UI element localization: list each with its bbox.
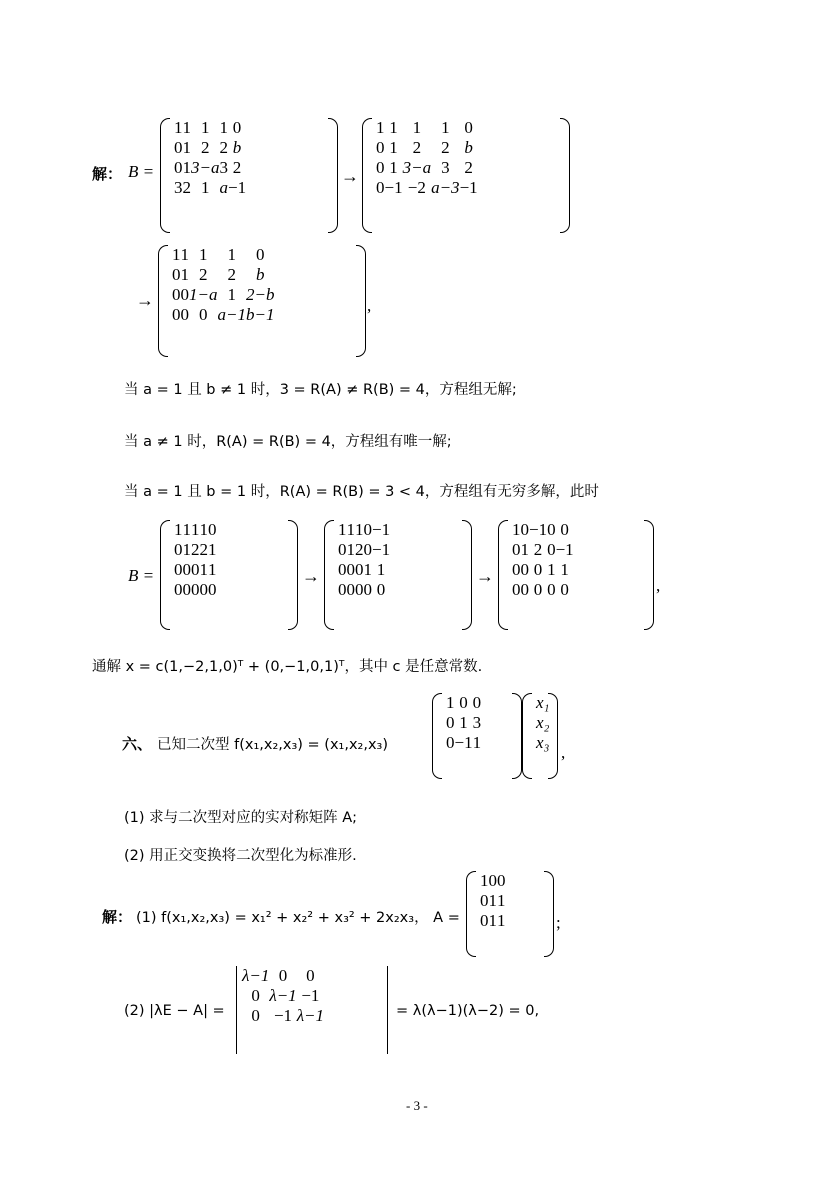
solution-label: 解： — [92, 165, 123, 183]
matrix-cell: 3 — [441, 158, 450, 177]
matrix-row — [512, 520, 574, 540]
matrix-cell: 1 — [363, 560, 372, 579]
problem-six-label: 六、 — [122, 735, 153, 753]
matrix-cell: 2 — [232, 158, 242, 177]
matrix-cell: 0 — [208, 520, 217, 539]
matrix-row — [512, 540, 574, 560]
matrix-cell: 0 — [480, 891, 489, 910]
vector-x — [522, 693, 558, 779]
matrix-row — [446, 693, 481, 713]
matrix-cell: 0 — [346, 560, 355, 579]
matrix-row — [174, 158, 246, 178]
matrix-cell: 0 — [533, 560, 543, 579]
matrix-cell: 0 — [512, 580, 521, 599]
characteristic-polynomial: = λ(λ−1)(λ−2) = 0, — [396, 1003, 540, 1019]
matrix-cell: λ−1 — [242, 966, 270, 985]
matrix-cell: −1 — [454, 733, 473, 752]
solution-part-2: (2) |λE − A| = — [124, 1003, 225, 1019]
matrix-cell: 0 — [174, 560, 183, 579]
matrix-cell: 2 — [533, 540, 543, 559]
matrix-cell: 0 — [376, 158, 385, 177]
semicolon: ; — [556, 913, 561, 932]
matrix-b-equals-2: B = — [128, 566, 155, 585]
matrix-cell: 1 — [180, 245, 189, 264]
matrix-cell: 0 — [172, 285, 181, 304]
matrix-cell: 0 — [338, 580, 347, 599]
matrix-row — [174, 540, 217, 560]
matrix-cell: 0 — [464, 118, 473, 137]
matrix-cell: x₁ — [536, 693, 550, 712]
matrix-cell: 1 — [512, 520, 521, 539]
matrix-cell: 3 — [174, 178, 183, 197]
matrix-cell: −1 — [529, 520, 548, 539]
matrix-cell: 1−a — [189, 285, 218, 304]
matrix-cell: 1 — [200, 178, 210, 197]
matrix-cell: 0 — [560, 580, 569, 599]
matrix-cell: 3 — [472, 713, 482, 732]
matrix-row — [172, 245, 274, 265]
matrix-cell: −1 — [372, 520, 391, 539]
matrix-cell: 0 — [560, 520, 569, 539]
matrix-cell: −1 — [555, 540, 574, 559]
matrix-cell: 0 — [355, 580, 364, 599]
matrix-cell: −1 — [273, 1006, 293, 1025]
matrix-row — [536, 693, 549, 713]
matrix-cell: 0 — [363, 580, 372, 599]
case-no-solution: 当 a = 1 且 b ≠ 1 时，3 = R(A) ≠ R(B) = 4，方程组无解; — [124, 382, 517, 398]
matrix-cell: 2 — [182, 178, 191, 197]
matrix-cell: 1 — [389, 138, 398, 157]
matrix-b2 — [362, 118, 570, 233]
matrix-cell: 0 — [338, 540, 347, 559]
matrix-cell: b — [464, 138, 473, 157]
matrix-cell: 2 — [355, 540, 364, 559]
matrix-cell: 0 — [182, 580, 191, 599]
matrix-cell: −1 — [384, 178, 403, 197]
matrix-row — [536, 733, 549, 753]
matrix-cell: 1 — [208, 540, 217, 559]
matrix-cell: 1 — [174, 520, 183, 539]
matrix-cell: 1 — [208, 560, 217, 579]
matrix-cell: 0 — [459, 693, 468, 712]
matrix-cell: 0 — [547, 520, 556, 539]
matrix-row — [480, 871, 506, 891]
matrix-cell: 0 — [472, 693, 482, 712]
matrix-cell: 0 — [174, 138, 183, 157]
matrix-cell: 2 — [199, 540, 208, 559]
matrix-cell: −1 — [227, 178, 247, 197]
matrix-row — [376, 138, 478, 158]
matrix-cell: 0 — [446, 713, 455, 732]
arrow-3: → — [302, 566, 320, 586]
matrix-cell: 1 — [459, 713, 468, 732]
matrix-cell: 2 — [198, 265, 208, 284]
matrix-cell: 0 — [251, 986, 260, 1005]
comma-2: , — [656, 576, 661, 595]
matrix-cell: 1 — [376, 560, 386, 579]
matrix-row — [172, 305, 274, 325]
matrix-c3 — [498, 520, 654, 630]
matrix-cell: 1 — [560, 560, 569, 579]
matrix-cell: 1 — [441, 118, 450, 137]
matrix-cell: 0 — [172, 305, 181, 324]
matrix-row — [242, 986, 324, 1006]
problem-six-text: 已知二次型 f(x₁,x₂,x₃) = (x₁,x₂,x₃) — [157, 737, 389, 753]
matrix-row — [376, 158, 478, 178]
matrix-cell: 1 — [346, 520, 355, 539]
matrix-cell: 2 — [219, 138, 228, 157]
matrix-cell: 0 — [497, 871, 506, 890]
matrix-cell: 1 — [520, 540, 529, 559]
page-number: - 3 - — [406, 1098, 428, 1113]
matrix-cell: 0 — [208, 580, 217, 599]
matrix-row — [174, 118, 246, 138]
matrix-cell: 1 — [198, 245, 208, 264]
matrix-cell: λ−1 — [296, 1006, 325, 1025]
matrix-cell: −1 — [301, 986, 320, 1005]
matrix-cell: 0 — [255, 245, 265, 264]
matrix-cell: 2 — [464, 158, 473, 177]
matrix-cell: 1 — [355, 520, 364, 539]
matrix-cell: 0 — [198, 305, 208, 324]
matrix-row — [480, 911, 506, 931]
matrix-cell: 1 — [389, 158, 398, 177]
matrix-cell: 3−a — [402, 158, 432, 177]
matrix-cell: 1 — [338, 520, 347, 539]
matrix-cell: 1 — [227, 245, 236, 264]
part-2-question: (2) 用正交变换将二次型化为标准形. — [124, 848, 357, 864]
matrix-cell: 0 — [232, 118, 242, 137]
matrix-cell: 0 — [363, 520, 372, 539]
matrix-cell: 1 — [182, 118, 191, 137]
matrix-row — [338, 520, 390, 540]
case-unique-solution: 当 a ≠ 1 时，R(A) = R(B) = 4，方程组有唯一解; — [124, 434, 452, 450]
matrix-b1 — [160, 118, 338, 233]
matrix-cell: a−1 — [217, 305, 246, 324]
matrix-cell: 0 — [346, 580, 355, 599]
matrix-cell: 0 — [480, 911, 489, 930]
matrix-cell: a — [219, 178, 228, 197]
matrix-cell: 2 — [227, 265, 236, 284]
general-solution: 通解 x = c(1,−2,1,0)ᵀ + (0,−1,0,1)ᵀ，其中 c 是任意常数. — [92, 659, 483, 675]
matrix-cell: 3 — [219, 158, 228, 177]
matrix-row — [536, 713, 549, 733]
matrix-c1 — [160, 520, 298, 630]
matrix-cell: 1 — [497, 891, 506, 910]
matrix-cell: b — [255, 265, 265, 284]
matrix-cell: 2 — [412, 138, 422, 157]
matrix-cell: 1 — [174, 118, 183, 137]
matrix-cell: 0 — [191, 560, 200, 579]
matrix-cell: 2 — [200, 138, 210, 157]
matrix-cell: 2 — [441, 138, 450, 157]
matrix-cell: 1 — [488, 911, 497, 930]
matrix-cell: x₂ — [536, 713, 550, 732]
matrix-quadratic — [432, 693, 522, 779]
matrix-cell: 3−a — [191, 158, 220, 177]
case-infinite-solutions: 当 a = 1 且 b = 1 时，R(A) = R(B) = 3 < 4，方程组有无穷多解，此时 — [124, 484, 599, 500]
matrix-row — [512, 560, 574, 580]
matrix-cell: 0 — [174, 580, 183, 599]
matrix-cell: 0 — [182, 560, 191, 579]
matrix-cell: 1 — [497, 911, 506, 930]
matrix-cell: 0 — [172, 265, 181, 284]
matrix-c2 — [324, 520, 472, 630]
matrix-b3 — [158, 245, 366, 357]
matrix-cell: 0 — [520, 580, 529, 599]
matrix-b-equals: B = — [128, 162, 155, 181]
matrix-cell: 1 — [412, 118, 422, 137]
matrix-cell: 0 — [488, 871, 497, 890]
matrix-cell: 1 — [182, 520, 191, 539]
matrix-cell: 1 — [346, 540, 355, 559]
matrix-cell: −1 — [372, 540, 391, 559]
matrix-cell: −2 — [407, 178, 426, 197]
matrix-cell: 1 — [191, 520, 200, 539]
matrix-cell: 1 — [199, 520, 208, 539]
matrix-cell: 0 — [376, 138, 385, 157]
matrix-cell: 1 — [172, 245, 181, 264]
matrix-cell: 1 — [376, 118, 385, 137]
solution-part-1: (1) f(x₁,x₂,x₃) = x₁² + x₂² + x₃² + 2x₂x₃， A = — [136, 910, 460, 926]
matrix-cell: 0 — [376, 580, 386, 599]
matrix-cell: 0 — [191, 580, 200, 599]
matrix-cell: 1 — [472, 733, 482, 752]
arrow-2: → — [136, 290, 154, 310]
matrix-cell: a−3 — [431, 178, 460, 197]
matrix-cell: 2−b — [245, 285, 275, 304]
matrix-row — [174, 138, 246, 158]
matrix-cell: 0 — [512, 540, 521, 559]
matrix-cell: 1 — [199, 560, 208, 579]
matrix-row — [174, 520, 217, 540]
matrix-cell: λ−1 — [269, 986, 297, 1005]
comma-1: , — [367, 296, 372, 315]
arrow-1: → — [341, 166, 359, 186]
matrix-cell: x₃ — [536, 733, 550, 752]
matrix-cell: 1 — [182, 138, 191, 157]
matrix-row — [172, 265, 274, 285]
matrix-row — [172, 285, 274, 305]
matrix-cell: 1 — [180, 265, 189, 284]
matrix-cell: 0 — [376, 178, 385, 197]
matrix-cell: 1 — [480, 871, 489, 890]
solution-label-2: 解： — [102, 908, 133, 926]
matrix-cell: 2 — [191, 540, 200, 559]
matrix-cell: 1 — [182, 540, 191, 559]
matrix-cell: 1 — [182, 158, 191, 177]
comma-3: , — [561, 743, 566, 762]
matrix-cell: 1 — [219, 118, 228, 137]
matrix-row — [512, 580, 574, 600]
matrix-row — [446, 733, 481, 753]
matrix-cell: 1 — [446, 693, 455, 712]
matrix-cell: 0 — [306, 966, 315, 985]
matrix-cell: 0 — [547, 540, 556, 559]
matrix-cell: 0 — [180, 305, 189, 324]
matrix-cell: −1 — [459, 178, 478, 197]
matrix-cell: 0 — [174, 540, 183, 559]
matrix-row — [376, 178, 478, 198]
matrix-row — [480, 891, 506, 911]
matrix-cell: 0 — [199, 580, 208, 599]
matrix-cell: 0 — [512, 560, 521, 579]
matrix-cell: 0 — [180, 285, 189, 304]
arrow-4: → — [476, 566, 494, 586]
matrix-cell: 1 — [488, 891, 497, 910]
matrix-cell: 1 — [389, 118, 398, 137]
matrix-cell: b−1 — [245, 305, 275, 324]
matrix-cell: 0 — [446, 733, 455, 752]
matrix-cell: 1 — [227, 285, 236, 304]
matrix-cell: 1 — [547, 560, 556, 579]
matrix-cell: 0 — [520, 520, 529, 539]
matrix-cell: 0 — [363, 540, 372, 559]
matrix-row — [174, 580, 217, 600]
matrix-row — [376, 118, 478, 138]
matrix-row — [174, 178, 246, 198]
matrix-cell: 0 — [338, 560, 347, 579]
matrix-row — [174, 560, 217, 580]
matrix-a — [466, 871, 554, 957]
matrix-row — [242, 1006, 324, 1026]
matrix-cell: 0 — [533, 580, 543, 599]
matrix-row — [242, 966, 324, 986]
matrix-cell: b — [232, 138, 242, 157]
matrix-cell: 1 — [200, 118, 210, 137]
matrix-row — [446, 713, 481, 733]
determinant — [232, 966, 392, 1054]
matrix-row — [338, 560, 390, 580]
matrix-row — [338, 580, 390, 600]
matrix-cell: 0 — [174, 158, 183, 177]
matrix-cell: 0 — [547, 580, 556, 599]
part-1-question: (1) 求与二次型对应的实对称矩阵 A; — [124, 810, 358, 826]
matrix-cell: 0 — [520, 560, 529, 579]
matrix-cell: 0 — [355, 560, 364, 579]
matrix-cell: 0 — [251, 1006, 260, 1025]
matrix-row — [338, 540, 390, 560]
matrix-cell: 0 — [278, 966, 288, 985]
